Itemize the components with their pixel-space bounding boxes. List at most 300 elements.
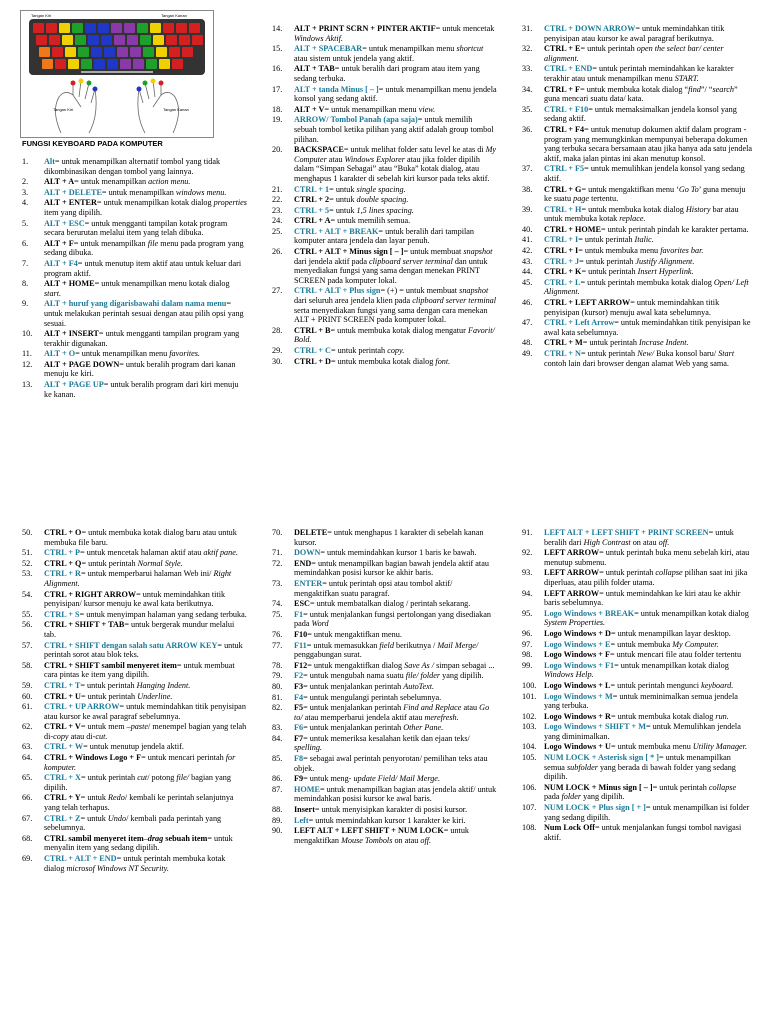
description-text: = untuk beralih dari program atau item yang sedang terbuka. <box>294 64 480 83</box>
description-text: merefresh. <box>424 712 459 722</box>
description-text: = sebagai awal perintah penyorotan/ pemilihan teks atau objek. <box>294 754 488 773</box>
description-text: = untuk <box>329 184 357 194</box>
shortcut-key: ALT + PAGE DOWN <box>44 359 120 369</box>
description-text: paste <box>130 722 148 732</box>
shortcut-key: CTRL + F <box>544 84 581 94</box>
description-text: atau <box>461 703 480 713</box>
shortcut-item <box>272 734 497 753</box>
shortcut-item <box>272 227 497 246</box>
description-text: / kembali pada perintah yang sebelumnya. <box>44 813 222 833</box>
item-number: 69. <box>22 854 33 863</box>
shortcut-key: Logo Windows + L <box>544 680 611 690</box>
description-text: Windows Explorer <box>344 154 405 164</box>
description-text: – <box>143 833 148 843</box>
key <box>150 23 161 33</box>
description-text: = untuk mengaktifkan <box>294 826 470 845</box>
key <box>127 35 138 45</box>
item-number: 96. <box>522 628 533 638</box>
description-text: Insert Hyperlink. <box>637 267 694 277</box>
item-number: 105. <box>522 753 537 763</box>
description-text: Find and Replace <box>403 703 462 713</box>
key <box>143 47 154 57</box>
item-number: 83. <box>272 723 283 733</box>
shortcut-item <box>22 753 247 772</box>
description-text: = untuk melakukan perintah sesuai dengan atau pilih opsi yang sesuai. <box>44 299 244 328</box>
item-number: 15. <box>272 44 283 54</box>
shortcut-item <box>522 742 752 752</box>
description-text: = untuk perintah mengunci <box>610 680 702 690</box>
item-number: 95. <box>522 608 533 618</box>
description-text: keyboard. <box>701 680 734 690</box>
item-text <box>544 548 752 567</box>
description-text: = (+) = untuk membuat <box>380 286 460 296</box>
item-text <box>44 259 247 278</box>
shortcut-key: Logo Windows + F <box>544 650 611 660</box>
description-text: Word <box>311 619 329 629</box>
description-text: = untuk membuka kotak dialog mengatur <box>330 325 468 335</box>
shortcut-item <box>522 338 752 348</box>
shortcut-key: CTRL + 2 <box>294 195 330 205</box>
description-text: Other Pane. <box>403 723 444 733</box>
shortcut-key: F3 <box>294 681 304 691</box>
shortcut-item <box>522 640 752 650</box>
item-text <box>544 661 752 680</box>
shortcut-item <box>22 773 247 792</box>
shortcut-item <box>522 650 752 660</box>
item-text <box>294 326 497 345</box>
shortcut-item <box>522 609 752 628</box>
description-text: berikutnya / <box>393 640 438 650</box>
shortcut-key: CTRL + F4 <box>544 124 585 134</box>
description-text: copy. <box>387 346 405 355</box>
item-text <box>544 44 752 63</box>
description-text: = untuk mengganti tampilan kotak program secara berurutan melalui item yang telah dibuka. <box>44 218 228 238</box>
item-number: 44. <box>522 267 533 277</box>
item-number: 43. <box>522 256 533 266</box>
description-text: update Field/ Mail Merge. <box>353 774 440 784</box>
shortcut-key: ALT + F <box>44 238 74 248</box>
shortcut-key: ESC <box>294 599 310 609</box>
shortcut-key: CTRL sambil menyeret item <box>44 833 144 843</box>
item-number: 90. <box>272 826 283 836</box>
description-text: = untuk bergerak mundur melalui tab. <box>44 620 235 639</box>
key <box>146 59 157 69</box>
shortcut-key: F9 <box>294 774 304 784</box>
item-text <box>544 205 752 224</box>
item-text <box>544 318 752 337</box>
item-number: 72. <box>272 558 283 568</box>
description-text: = untuk membuka menu <box>610 742 693 752</box>
shortcut-key: F11 <box>294 640 307 650</box>
item-number: 86. <box>272 774 283 784</box>
item-number: 25. <box>272 226 283 236</box>
description-text: = untuk beralih program dari kanan menuju ke kiri. <box>44 359 236 379</box>
description-text: = untuk perintah pindah ke karakter pertama. <box>600 224 749 234</box>
item-number: 23. <box>272 205 283 215</box>
item-text <box>544 640 752 650</box>
shortcut-key: CTRL + END <box>544 64 593 74</box>
key <box>39 47 50 57</box>
description-text: ”/ “ <box>700 84 713 94</box>
description-text: snapshot <box>463 247 493 257</box>
item-number: 17. <box>272 84 283 94</box>
item-number: 10. <box>22 329 33 339</box>
description-text: cut <box>137 773 148 783</box>
shortcut-key: CTRL + A <box>294 216 331 226</box>
description-text: contoh lain dari browser dengan alamat Web yang sama. <box>544 358 729 368</box>
shortcut-key: CTRL + S <box>44 609 80 619</box>
description-text: = untuk Memulihkan jendela yang diminimalkan. <box>544 722 741 741</box>
shortcut-key: ALT + SPACEBAR <box>294 44 363 54</box>
shortcut-item <box>272 185 497 195</box>
item-number: 8. <box>22 279 29 289</box>
shortcut-item <box>522 164 752 183</box>
shortcut-key: CTRL + F10 <box>544 104 589 114</box>
item-text <box>294 247 497 285</box>
shortcut-key: Num Lock Off <box>544 823 595 833</box>
description-text: on atau <box>630 537 659 547</box>
description-text: = untuk mencari perintah <box>141 753 226 763</box>
item-text <box>544 349 752 368</box>
item-text <box>544 225 752 235</box>
description-text: = untuk mengubah nama suatu <box>303 671 406 681</box>
keyboard-illustration <box>21 11 213 137</box>
shortcut-key: LEFT ARROW <box>544 548 600 558</box>
item-text <box>44 814 247 833</box>
description-text: System Properties. <box>544 618 606 628</box>
description-text: = untuk meng- <box>303 774 354 784</box>
shortcut-item <box>522 349 752 368</box>
item-number: 85. <box>272 754 283 764</box>
item-number: 93. <box>522 568 533 578</box>
shortcut-key: F8 <box>294 754 304 764</box>
shortcut-item <box>522 568 752 587</box>
item-number: 91. <box>522 528 533 537</box>
item-text <box>44 722 247 741</box>
item-text <box>544 24 752 43</box>
description-text: = untuk menampilkan bagian atas jendela aktif/ untuk memindahkan posisi kursor ke awal baris. <box>294 784 497 804</box>
description-text: single spacing. <box>356 184 406 194</box>
key <box>101 35 112 45</box>
description-text: = untuk memaksimalkan jendela konsol yang sedang aktif. <box>544 104 737 124</box>
description-text: Undo <box>107 813 127 823</box>
description-text: Incrase Indent. <box>639 338 689 348</box>
item-text <box>294 195 497 205</box>
description-text: off. <box>658 537 670 547</box>
description-text: = untuk menyimpan halaman yang sedang terbuka. <box>79 609 247 619</box>
item-text <box>544 568 752 587</box>
description-text: = untuk menyalin item yang sedang dipilih. <box>44 833 233 853</box>
shortcut-key: CTRL + ALT + Plus sign <box>294 286 381 296</box>
description-text: Normal Style. <box>137 558 183 568</box>
item-number: 78. <box>272 660 283 670</box>
key <box>153 35 164 45</box>
shortcut-item <box>272 548 497 558</box>
description-text: Italic. <box>634 235 654 245</box>
shortcut-key: CTRL + J <box>544 256 580 266</box>
item-text <box>544 235 752 245</box>
shortcut-key: CTRL + R <box>44 569 81 579</box>
item-text <box>44 702 247 721</box>
shortcut-item <box>272 85 497 104</box>
shortcut-item <box>272 630 497 640</box>
item-number: 18. <box>272 104 283 114</box>
label-top-right: Tangan Kanan <box>161 13 187 18</box>
item-number: 100. <box>522 680 537 690</box>
description-text: folder <box>561 792 582 802</box>
item-number: 55. <box>22 609 33 619</box>
description-text: run. <box>715 711 729 721</box>
description-text: Windows Help. <box>544 670 594 680</box>
description-text: yang dipilih. <box>581 792 625 802</box>
shortcut-key: ALT + F4 <box>44 258 78 268</box>
description-text: ’ guna menuju ke suatu <box>544 184 746 204</box>
key <box>169 47 180 57</box>
key <box>179 35 190 45</box>
fingertips <box>71 79 164 92</box>
shortcut-key: CTRL + Windows Logo + F <box>44 753 142 763</box>
shortcut-item <box>522 803 752 822</box>
key <box>133 59 144 69</box>
shortcut-item <box>272 671 497 681</box>
item-number: 33. <box>522 64 533 74</box>
description-text: / kembali ke perintah selanjutnya yang telah terhapus. <box>44 793 234 813</box>
item-number: 87. <box>272 784 283 794</box>
shortcut-item <box>272 579 497 598</box>
description-text: = untuk menampilkan isi folder yang sedang dipilih. <box>544 803 750 822</box>
shortcut-item <box>272 693 497 703</box>
shortcut-item <box>22 329 247 348</box>
item-number: 36. <box>522 124 533 134</box>
item-text <box>44 380 247 399</box>
description-text: ” guna mencari suatu data/ kata. <box>544 84 738 104</box>
shortcut-key: ALT + PRINT SCRN + PINTER AKTIF <box>294 24 436 33</box>
description-text: = untuk memindahkan kursor 1 baris ke bawah. <box>320 548 477 558</box>
description-text: properties <box>213 198 247 208</box>
description-text: = untuk memindahkan titik penyisipan (kursor) menuju awal kata sebelumnya. <box>544 298 720 317</box>
description-text: file/ folder <box>405 671 441 681</box>
item-text <box>44 834 247 853</box>
key <box>104 47 115 57</box>
item-text <box>294 661 497 671</box>
label-bottom-left: Tangan Kiri <box>53 107 74 112</box>
shortcut-key: ALT + INSERT <box>44 329 99 339</box>
shortcut-key: Logo Windows + BREAK <box>544 608 635 618</box>
description-text: = untuk menampilkan menu <box>324 104 419 114</box>
shortcut-key: CTRL + Left Arrow <box>544 318 615 328</box>
item-text <box>294 286 497 324</box>
shortcut-key: CTRL + 5 <box>294 205 330 215</box>
item-text <box>544 650 752 660</box>
description-text: pilihan saat ini jika diperluas, atau pilih folder utama. <box>544 568 748 587</box>
description-text: collapse <box>655 568 683 578</box>
shortcut-key: CTRL + I <box>544 235 579 245</box>
description-text: open the select bar/ center alignment. <box>544 44 724 63</box>
description-text: = untuk beralih dari tampilan komputer antara jendela dan layar penuh. <box>294 226 474 246</box>
item-text <box>44 773 247 792</box>
description-text: = untuk <box>80 793 109 803</box>
item-number: 84. <box>272 733 283 743</box>
item-number: 2. <box>22 177 29 187</box>
item-number: 21. <box>272 184 283 194</box>
shortcut-key: CTRL + B <box>294 325 331 335</box>
shortcut-key: DELETE <box>294 528 328 537</box>
description-text: action menu. <box>148 177 191 187</box>
shortcut-key: CTRL + K <box>544 267 582 277</box>
item-number: 80. <box>272 681 283 691</box>
description-text: = untuk menampilkan menu <box>75 349 170 359</box>
item-text <box>294 816 497 826</box>
description-text: Mouse Tombols <box>341 835 393 845</box>
shortcut-key: CTRL + P <box>44 548 81 558</box>
shortcut-item <box>272 105 497 115</box>
item-number: 108. <box>522 823 537 833</box>
description-text: = untuk perintah opsi atau tombol aktif/ mengaktifkan suatu paragraf. <box>294 578 453 598</box>
shortcut-item <box>522 629 752 639</box>
shortcut-key: F5 <box>294 703 304 713</box>
shortcut-key: ALT + ENTER <box>44 198 97 208</box>
item-number: 30. <box>272 356 283 366</box>
item-text <box>44 188 247 198</box>
description-text: = untuk menjalankan fungsi pertolongan yang disediakan pada <box>294 609 491 629</box>
item-text <box>44 219 247 238</box>
key <box>75 35 86 45</box>
description-text: = untuk memindahkan titik penyisipan atau kursor ke awal paragraf sebelumnya. <box>44 702 246 721</box>
description-text: Justify Alignment. <box>635 256 695 266</box>
description-text: atau memperbarui jendela aktif atau <box>302 712 425 722</box>
description-text: Windows Aktif. <box>294 33 343 43</box>
item-number: 58. <box>22 660 33 670</box>
item-number: 107. <box>522 803 537 813</box>
item-text <box>44 177 247 187</box>
description-text: = untuk perintah sorot atau blok teks. <box>44 640 243 660</box>
item-text <box>44 793 247 812</box>
shortcut-item <box>22 360 247 379</box>
item-number: 5. <box>22 218 29 228</box>
shortcut-key: CTRL + H <box>544 204 582 214</box>
description-text: double spacing. <box>356 195 409 205</box>
description-text: = untuk perintah <box>581 267 638 277</box>
shortcut-item <box>272 326 497 345</box>
shortcut-key: CTRL + ALT + END <box>44 854 117 863</box>
shortcut-item <box>22 620 247 639</box>
item-text <box>44 681 247 691</box>
item-number: 16. <box>272 64 283 74</box>
item-text <box>44 661 247 680</box>
item-text <box>44 329 247 348</box>
description-text: = untuk beralih dari <box>544 528 734 547</box>
item-number: 24. <box>272 216 283 226</box>
shortcut-key: CTRL + SHIFT sambil menyeret item <box>44 660 177 670</box>
key <box>55 59 66 69</box>
shortcut-item <box>22 548 247 558</box>
description-text: = untuk menampilkan menu <box>362 44 457 54</box>
item-text <box>294 723 497 733</box>
description-text: = untuk membuat cara pintas ke item yang dipilih. <box>44 660 235 680</box>
description-text: = untuk memindahkan titik penyisipan atau kursor ke awal paragraf berikutnya. <box>544 24 725 43</box>
item-text <box>44 569 247 588</box>
shortcut-key: CTRL + C <box>294 346 331 355</box>
hands <box>55 81 178 133</box>
description-text: = untuk memindahkan kursor 1 karakter ke kiri. <box>308 815 466 825</box>
shortcut-item <box>522 661 752 680</box>
description-text: tertentu. <box>589 194 619 204</box>
item-number: 62. <box>22 722 33 732</box>
shortcut-item <box>22 380 247 399</box>
item-number: 101. <box>522 691 537 701</box>
shortcut-item <box>272 774 497 784</box>
item-text <box>44 742 247 752</box>
shortcut-key: CTRL + L <box>544 277 581 287</box>
key <box>172 59 183 69</box>
description-text: bagian yang dipilih. <box>44 773 231 792</box>
description-text: = untuk membuka kotak dialog <box>581 204 686 214</box>
item-number: 9. <box>22 299 29 309</box>
shortcut-item <box>272 682 497 692</box>
item-text <box>44 590 247 609</box>
description-text: = untuk memilih semua. <box>330 216 411 226</box>
description-text: copy <box>53 731 69 741</box>
description-text: Favorit/ Bold. <box>294 325 495 345</box>
shortcut-key: DOWN <box>294 548 321 558</box>
shortcut-key: CTRL + ALT + Minus sign [ – ] <box>294 247 404 257</box>
column-6 <box>522 528 752 843</box>
description-text: = untuk meminimalkan semua jendela yang terbuka. <box>544 691 738 711</box>
shortcut-item <box>22 742 247 752</box>
description-text: collapse <box>708 782 737 792</box>
description-text: shortcut <box>456 44 484 54</box>
key <box>94 59 105 69</box>
shortcut-item <box>22 528 247 547</box>
shortcut-item <box>22 793 247 812</box>
shortcut-key: CTRL + U <box>44 691 81 701</box>
key <box>62 35 73 45</box>
shortcut-item <box>272 357 497 367</box>
description-text: = untuk menampilkan semua <box>544 753 731 772</box>
shortcut-item <box>22 299 247 328</box>
item-text <box>544 681 752 691</box>
shortcut-item <box>272 195 497 205</box>
shortcut-key: Logo Windows + U <box>544 742 611 752</box>
item-text <box>294 599 497 609</box>
item-text <box>44 641 247 660</box>
shortcut-key: CTRL + F5 <box>544 164 585 174</box>
key <box>81 59 92 69</box>
shortcut-key: Logo Windows + SHIFT + M <box>544 722 646 732</box>
key <box>91 47 102 57</box>
description-text: High Contrast <box>583 537 631 547</box>
item-text <box>294 559 497 578</box>
shortcut-item <box>272 216 497 226</box>
description-text: = untuk memindahkan titik penyisipan ke awal kata sebelumnya. <box>544 318 751 337</box>
description-text: yang dipilih. <box>440 671 484 681</box>
item-number: 56. <box>22 620 33 630</box>
shortcut-item <box>272 24 497 43</box>
shortcut-item <box>22 722 247 741</box>
item-number: 22. <box>272 195 283 205</box>
item-text <box>294 44 497 63</box>
item-text <box>544 338 752 348</box>
shortcut-item <box>522 548 752 567</box>
shortcut-key: ALT + huruf yang digarisbawahi dalam nama menu <box>44 299 227 309</box>
item-text <box>544 692 752 711</box>
description-text: Start <box>718 349 735 358</box>
shortcut-item <box>22 559 247 569</box>
item-text <box>294 579 497 598</box>
description-text: cut. <box>95 731 108 741</box>
item-number: 46. <box>522 298 533 308</box>
shortcut-item <box>22 279 247 298</box>
